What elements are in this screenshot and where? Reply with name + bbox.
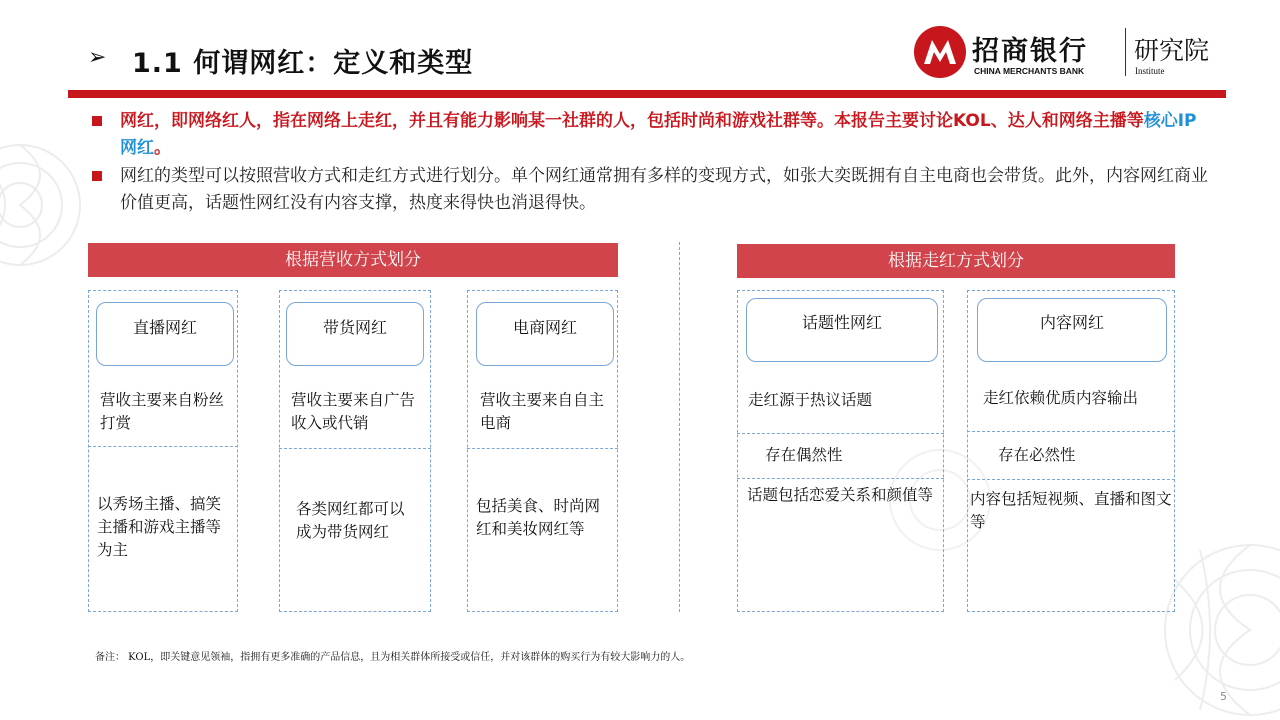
fame-classification-header: 根据走红方式划分 <box>737 244 1175 278</box>
sales-influencer-desc: 各类网红都可以成为带货网红 <box>296 500 405 541</box>
content-influencer-desc: 内容包括短视频、直播和图文等 <box>970 490 1172 531</box>
content-influencer-nature: 存在必然性 <box>998 446 1076 464</box>
bullet-classification: 网红的类型可以按照营收方式和走红方式进行划分。单个网红通常拥有多样的变现方式，如张大奕既拥有自主电商也会带货。此外，内容网红商业价值更高，话题性网红没有内容支撑，热度来得快也消退得快。 <box>120 166 1208 213</box>
topical-influencer-nature: 存在偶然性 <box>765 446 843 464</box>
topical-influencer-title: 话题性网红 <box>746 298 938 362</box>
sales-influencer-title: 带货网红 <box>286 302 424 366</box>
topical-influencer-desc: 话题包括恋爱关系和颜值等 <box>747 486 934 504</box>
definition-highlight: 核心IP网红 <box>120 111 1197 158</box>
content-influencer-origin: 走红依赖优质内容输出 <box>983 389 1139 407</box>
row-divider <box>88 446 238 447</box>
bullet-marker-2 <box>92 171 102 181</box>
logo-name-en: CHINA MERCHANTS BANK <box>974 66 1085 76</box>
row-divider <box>967 479 1175 480</box>
row-divider <box>967 431 1175 432</box>
definition-text-end: 。 <box>154 138 171 158</box>
logo-name-cn: 招商银行 <box>972 36 1088 67</box>
content-influencer-title: 内容网红 <box>977 298 1167 362</box>
ecommerce-influencer-desc: 包括美食、时尚网红和美妆网红等 <box>476 497 601 538</box>
revenue-classification-header: 根据营收方式划分 <box>88 243 618 277</box>
logo-institute-cn: 研究院 <box>1134 36 1210 65</box>
live-streamer-revenue: 营收主要来自粉丝打赏 <box>100 391 225 432</box>
row-divider <box>279 448 431 449</box>
cmb-logo <box>912 24 1232 84</box>
logo-divider <box>1125 28 1126 76</box>
live-streamer-desc: 以秀场主播、搞笑主播和游戏主播等为主 <box>97 495 222 559</box>
page-title: 1.1 何谓网红：定义和类型 <box>132 48 474 79</box>
header-divider-thick <box>68 93 1226 98</box>
title-arrow-icon: ➢ <box>88 45 107 70</box>
live-streamer-title: 直播网红 <box>96 302 234 366</box>
ecommerce-influencer-title: 电商网红 <box>476 302 614 366</box>
bullet-definition <box>120 108 1210 162</box>
bullet-marker-1 <box>92 116 102 126</box>
row-divider <box>737 478 944 479</box>
page-number: 5 <box>1220 690 1227 703</box>
logo-institute-en: Institute <box>1135 66 1165 76</box>
footnote: 备注： KOL，即关键意见领袖，指拥有更多准确的产品信息，且为相关群体所接受或信任，并对该群体的购买行为有较大影响力的人。 <box>95 652 691 663</box>
row-divider <box>737 433 944 434</box>
definition-text: 网红，即网络红人，指在网络上走红，并且有能力影响某一社群的人，包括时尚和游戏社群等。本报告主要讨论KOL、达人和网络主播等 <box>120 111 1144 131</box>
cmb-logo-icon <box>912 24 968 80</box>
ecommerce-influencer-revenue: 营收主要来自自主电商 <box>480 391 605 432</box>
sales-influencer-revenue: 营收主要来自广告收入或代销 <box>291 391 416 432</box>
panel-divider <box>679 242 680 612</box>
topical-influencer-origin: 走红源于热议话题 <box>748 391 873 409</box>
row-divider <box>467 448 618 449</box>
